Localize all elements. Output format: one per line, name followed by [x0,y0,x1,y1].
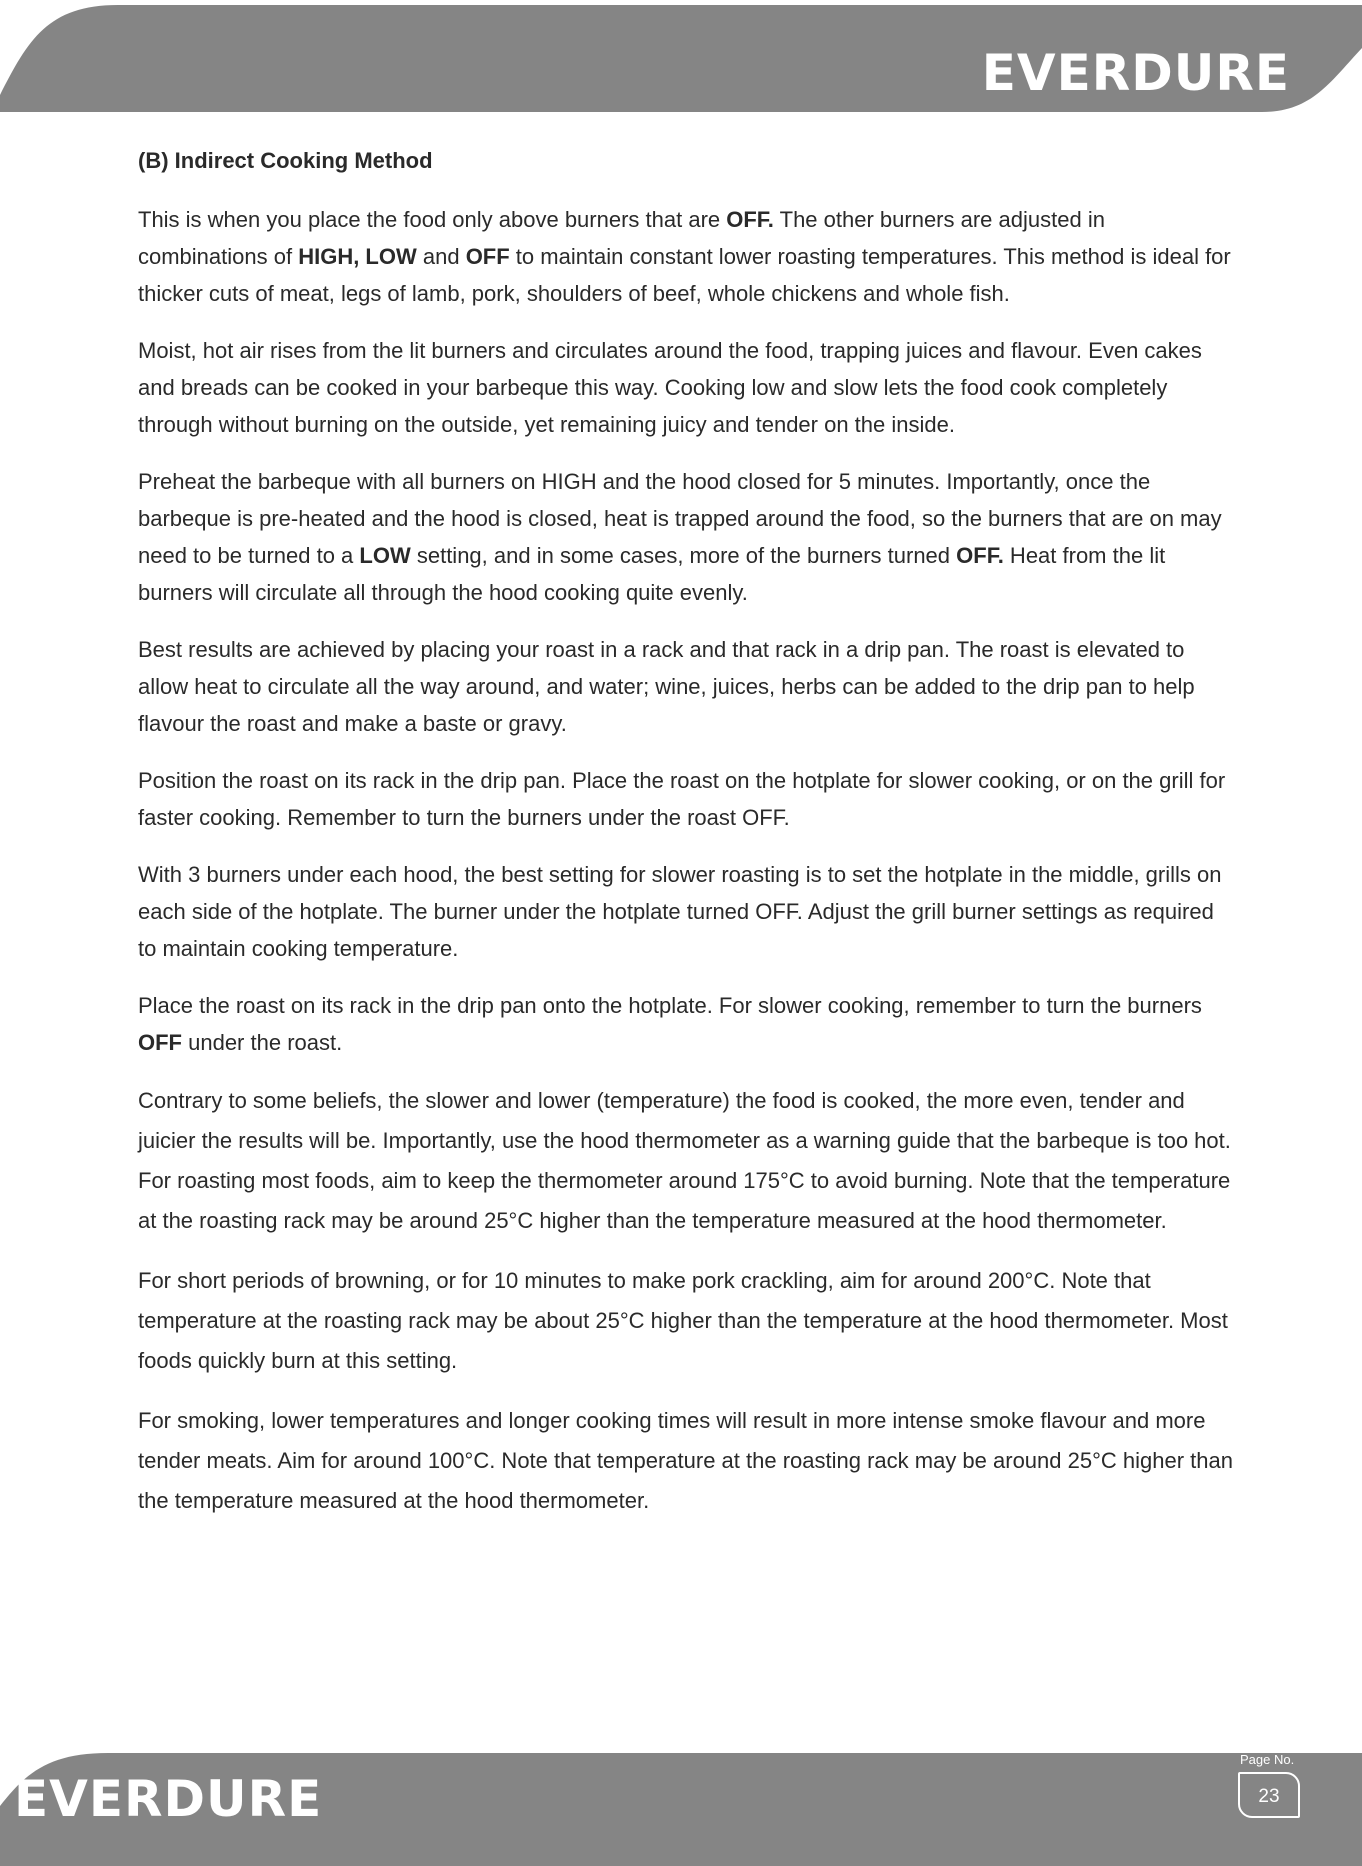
brand-logo-top: EVERDURE [981,44,1290,102]
paragraph-text: With 3 burners under each hood, the best setting for slower roasting is to set the hotplate in the middle, grills on each side of the hotplate. The burner under the hotplate turned OFF. Adjust the grill burner settings as required to maintain cooking temperature. [138,862,1222,961]
emphasis-text: OFF [465,244,510,269]
emphasis-text: OFF. [726,207,774,232]
paragraph-text: For short periods of browning, or for 10 minutes to make pork crackling, aim for around 200°C. Note that temperature at the roasting rack may be about 25°C higher than the temperature at the hood thermometer. Most foods quickly burn at this setting. [138,1268,1228,1373]
paragraph-text: Heat from the lit burners will circulate all through the hood cooking quite evenly. [138,543,1166,605]
paragraph-text: to maintain constant lower roasting temperatures. This method is ideal for thicker cuts of meat, legs of lamb, pork, shoulders of beef, whole chickens and whole fish. [138,244,1231,306]
page-number-label: Page No. [1240,1752,1295,1767]
paragraph-text: and [416,244,466,269]
brand-logo-bottom: EVERDURE [14,1770,323,1828]
paragraph-text: For smoking, lower temperatures and longer cooking times will result in more intense smoke flavour and more tender meats. Aim for around 100°C. Note that temperature at the roasting rack may be around 25°C higher than the temperature measured at the hood thermometer. [138,1408,1233,1513]
emphasis-text: LOW [359,543,411,568]
body-paragraph [138,201,1238,312]
paragraph-text: Moist, hot air rises from the lit burners and circulates around the food, trapping juices and flavour. Even cakes and breads can be cooked in your barbeque this way. Cooking low and slow lets the food cook completely through without burning on the outside, yet remaining juicy and tender on the inside. [138,338,1202,437]
paragraph-text: under the roast. [182,1030,343,1055]
paragraph-text: Best results are achieved by placing your roast in a rack and that rack in a drip pan. The roast is elevated to allow heat to circulate all the way around, and water; wine, juices, herbs can be added to the drip pan to help flavour the roast and make a baste or gravy. [138,637,1195,736]
main-content [138,146,1238,1541]
body-paragraph [138,1401,1238,1521]
emphasis-text: HIGH, LOW [298,244,417,269]
paragraph-list [138,201,1238,1521]
emphasis-text: OFF. [956,543,1004,568]
page-number: 23 [1238,1772,1300,1818]
paragraph-text: Position the roast on its rack in the drip pan. Place the roast on the hotplate for slower cooking, or on the grill for faster cooking. Remember to turn the burners under the roast OFF. [138,768,1226,830]
paragraph-text: The other burners are adjusted in combinations of [138,207,1105,269]
body-paragraph [138,762,1238,836]
body-paragraph [138,1081,1238,1241]
paragraph-text: Contrary to some beliefs, the slower and lower (temperature) the food is cooked, the more even, tender and juicier the results will be. Importantly, use the hood thermometer as a warning guide that the barbeque is too hot. For roasting most foods, aim to keep the thermometer around 175°C to avoid burning. Note that the temperature at the roasting rack may be around 25°C higher than the temperature measured at the hood thermometer. [138,1088,1231,1233]
paragraph-text: This is when you place the food only above burners that are [138,207,727,232]
body-paragraph [138,1261,1238,1381]
paragraph-text: Preheat the barbeque with all burners on HIGH and the hood closed for 5 minutes. Importantly, once the barbeque is pre-heated and the hood is closed, heat is trapped around the food, so the burners that are on may need to be turned to a [138,469,1222,568]
body-paragraph [138,463,1238,611]
body-paragraph [138,631,1238,742]
paragraph-text: Place the roast on its rack in the drip pan onto the hotplate. For slower cooking, remember to turn the burners [138,993,1202,1018]
body-paragraph [138,987,1238,1061]
section-heading: (B) Indirect Cooking Method [138,148,433,173]
body-paragraph [138,856,1238,967]
paragraph-text: setting, and in some cases, more of the burners turned [410,543,957,568]
emphasis-text: OFF [138,1030,182,1055]
body-paragraph [138,332,1238,443]
